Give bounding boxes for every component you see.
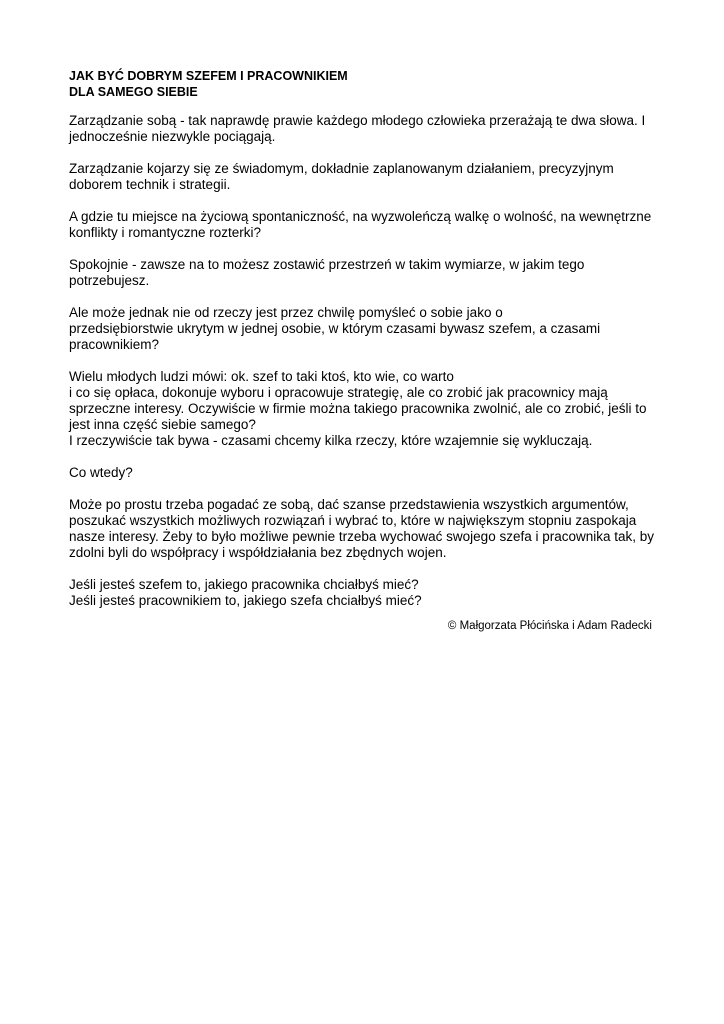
text-line: Co wtedy? — [69, 465, 133, 480]
document-title — [69, 68, 669, 100]
text-line: Może po prostu trzeba pogadać ze sobą, dać szanse przedstawienia wszystkich argumentów, — [69, 497, 629, 512]
text-line: I rzeczywiście tak bywa - czasami chcemy kilka rzeczy, które wzajemnie się wykluczają. — [69, 433, 593, 448]
paragraph — [69, 161, 669, 193]
text-line: pracownikiem? — [69, 337, 160, 352]
copyright-footer: © Małgorzata Płócińska i Adam Radecki — [447, 620, 652, 632]
text-line: poszukać wszystkich możliwych rozwiązań i wybrać to, które w największym stopniu zaspokaja — [69, 513, 637, 528]
text-line: jest inna część siebie samego? — [69, 417, 256, 432]
title-line: DLA SAMEGO SIEBIE — [69, 85, 198, 99]
paragraph — [69, 113, 669, 145]
text-line: zdolni byli do współpracy i współdziałania bez zbędnych wojen. — [69, 545, 447, 560]
paragraph — [69, 209, 669, 241]
text-line: konflikty i romantyczne rozterki? — [69, 225, 262, 240]
text-line: Spokojnie - zawsze na to możesz zostawić przestrzeń w takim wymiarze, w jakim tego — [69, 257, 585, 272]
paragraph — [69, 497, 669, 561]
paragraph — [69, 305, 669, 353]
paragraph — [69, 257, 669, 289]
text-line: A gdzie tu miejsce na życiową spontaniczność, na wyzwoleńczą walkę o wolność, na wewnętrzne — [69, 209, 652, 224]
document-page — [69, 68, 669, 625]
text-line: Zarządzanie kojarzy się ze świadomym, dokładnie zaplanowanym działaniem, precyzyjnym — [69, 161, 614, 176]
text-line: potrzebujesz. — [69, 273, 150, 288]
paragraph — [69, 465, 669, 481]
title-line: JAK BYĆ DOBRYM SZEFEM I PRACOWNIKIEM — [69, 69, 348, 83]
text-line: jednocześnie niezwykle pociągają. — [69, 129, 276, 144]
text-line: Ale może jednak nie od rzeczy jest przez chwilę pomyśleć o sobie jako o — [69, 305, 503, 320]
text-line: Jeśli jesteś szefem to, jakiego pracownika chciałbyś mieć? — [69, 577, 419, 592]
text-line: Zarządzanie sobą - tak naprawdę prawie każdego młodego człowieka przerażają te dwa słowa. I — [69, 113, 646, 128]
text-line: Jeśli jesteś pracownikiem to, jakiego szefa chciałbyś mieć? — [69, 593, 422, 608]
text-line: nasze interesy. Żeby to było możliwe pewnie trzeba wychować swojego szefa i pracownika tak, by — [69, 529, 655, 544]
text-line: sprzeczne interesy. Oczywiście w firmie można takiego pracownika zwolnić, ale co zrobić, jeśli to — [69, 401, 647, 416]
text-line: przedsiębiorstwie ukrytym w jednej osobie, w którym czasami bywasz szefem, a czasami — [69, 321, 601, 336]
paragraph — [69, 369, 669, 449]
paragraph — [69, 577, 669, 609]
text-line: i co się opłaca, dokonuje wyboru i opracowuje strategię, ale co zrobić jak pracownicy mają — [69, 385, 608, 400]
text-line: doborem technik i strategii. — [69, 177, 231, 192]
text-line: Wielu młodych ludzi mówi: ok. szef to taki ktoś, kto wie, co warto — [69, 369, 454, 384]
